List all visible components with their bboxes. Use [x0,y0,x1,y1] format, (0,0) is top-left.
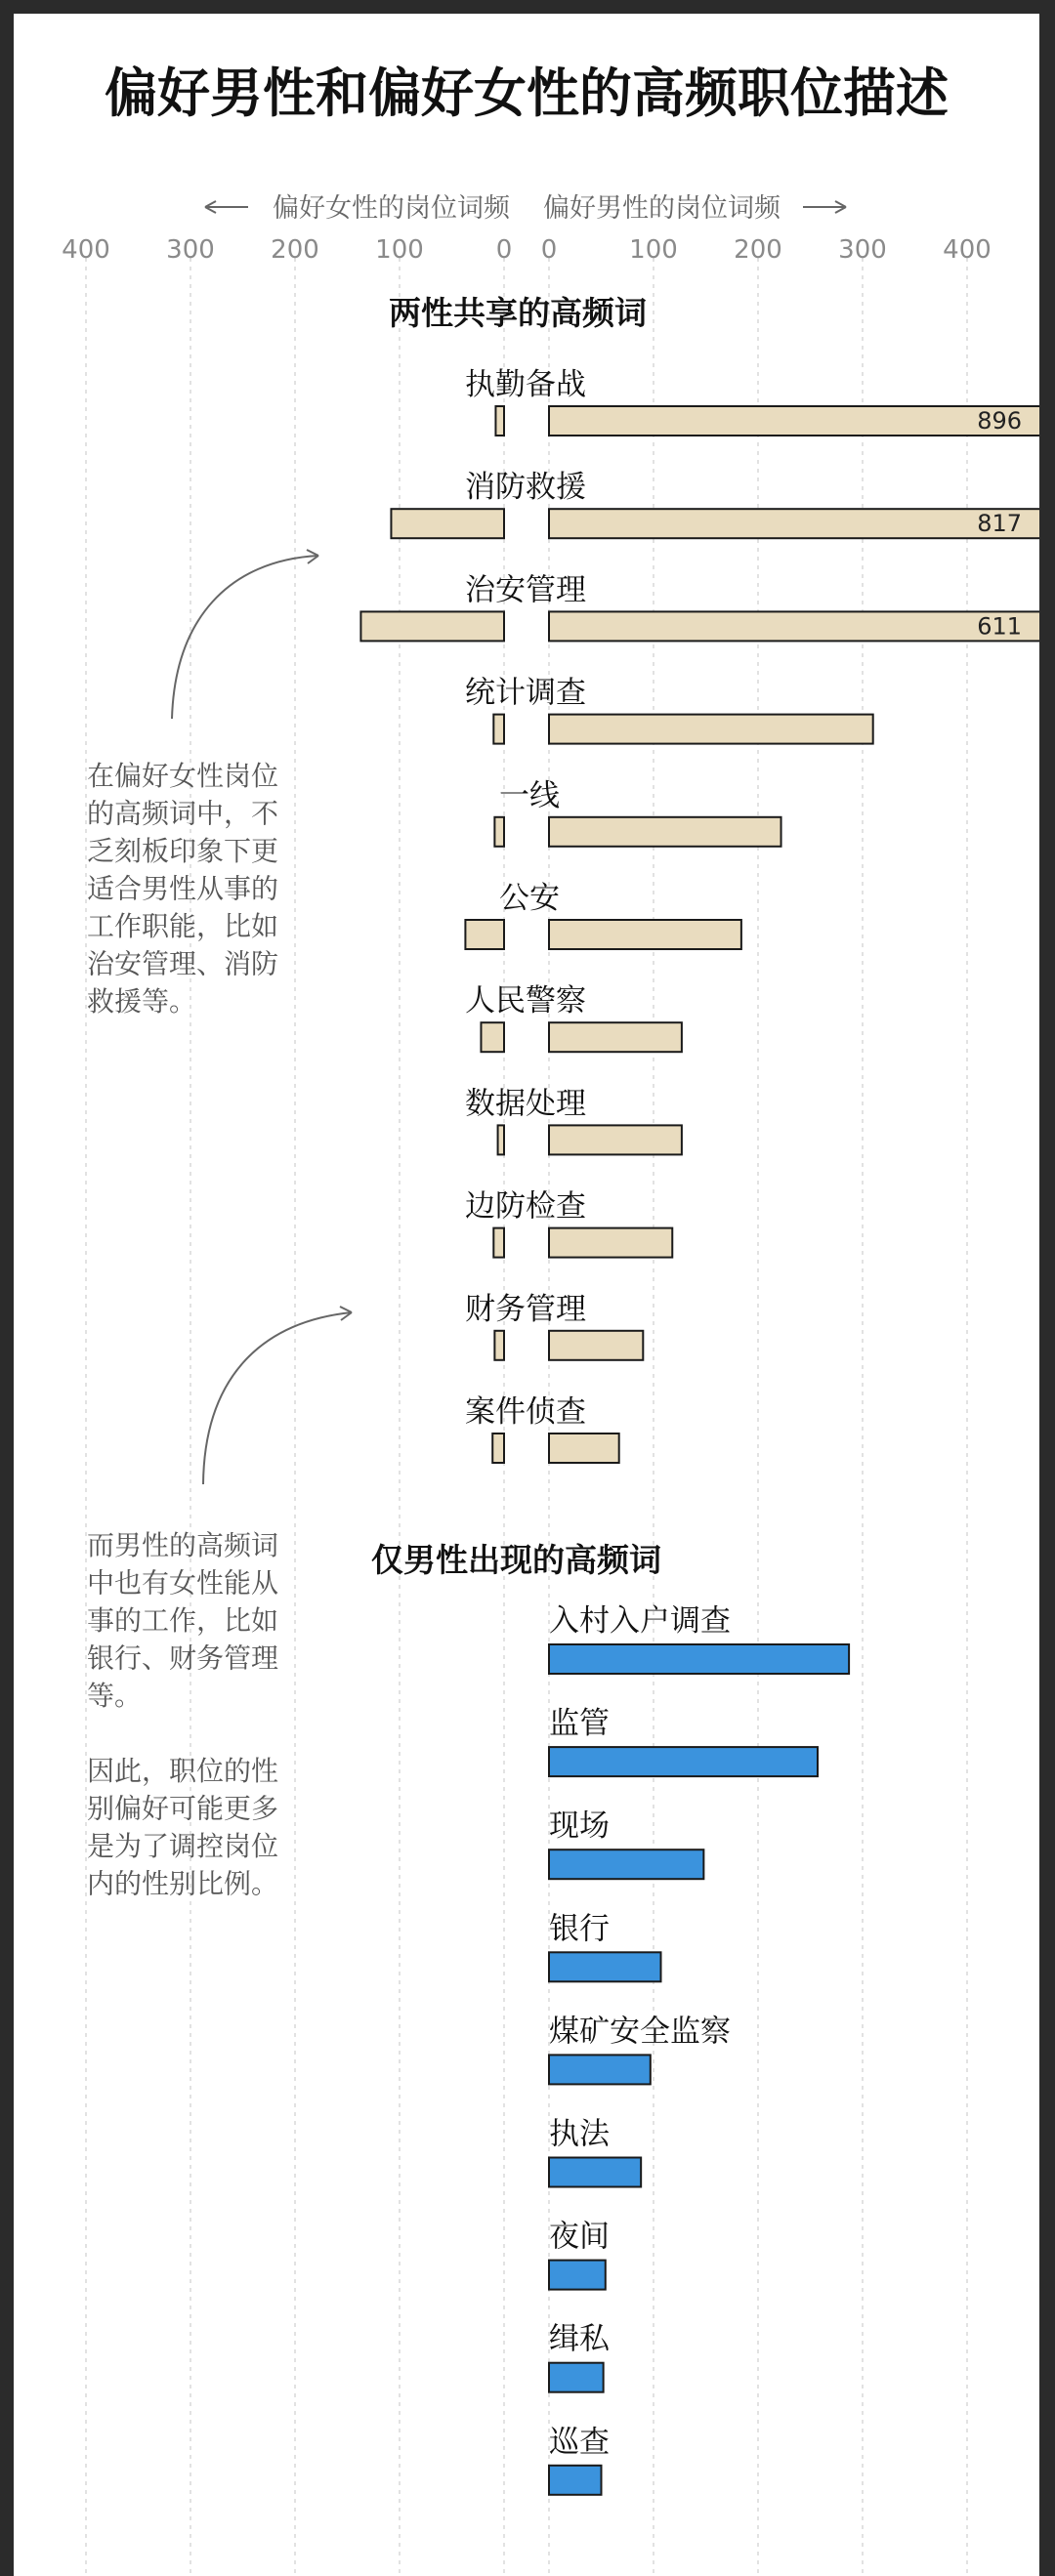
note-2-line: 而男性的高频词 [87,1529,279,1561]
bars-layer [360,294,1039,2495]
male-bar [549,817,781,847]
notes [87,760,278,1900]
male-only-bar [549,2055,651,2084]
note-2-line: 别偏好可能更多 [87,1792,279,1825]
note-2-line: 因此，职位的性 [87,1755,279,1787]
category-label: 执勤备战 [465,367,586,402]
shared-row [465,676,873,744]
male-only-row [549,1808,703,1879]
male-only-bar [549,1747,818,1776]
value-label: 611 [977,612,1022,641]
category-label: 统计调查 [465,675,586,711]
note-2-line: 等。 [87,1680,143,1712]
category-label: 治安管理 [465,572,586,608]
female-bar [498,1125,504,1154]
male-bar [549,920,741,949]
male-axis-label: 偏好男性的岗位词频 [543,193,781,224]
female-bar [494,817,504,847]
tick-label-male-100: 100 [629,235,678,265]
shared-row [465,367,1039,436]
female-bar [492,1433,504,1463]
note-2-line: 是为了调控岗位 [87,1830,279,1862]
male-only-row [549,2220,610,2290]
tick-label-male-200: 200 [734,235,782,265]
female-bar [493,715,504,744]
tick-label-female-300: 300 [166,235,215,265]
note-1-line: 救援等。 [87,985,197,1018]
tick-label-female-0: 0 [495,235,513,265]
shared-row [391,470,1039,538]
note-1-line: 治安管理、消防 [87,947,279,980]
male-only-row [549,2014,731,2084]
category-label: 执法 [549,2116,610,2152]
note-1-line: 乏刻板印象下更 [87,835,279,867]
annotation-arrow-2 [203,1307,352,1484]
male-only-row [549,2322,611,2392]
shared-row [360,572,1039,641]
category-label: 银行 [549,1911,610,1947]
tick-label-male-300: 300 [838,235,887,265]
tick-labels [62,235,992,265]
section-title-male-only: 仅男性出现的高频词 [371,1541,661,1579]
male-bar [549,715,873,744]
category-label: 边防检查 [465,1188,586,1225]
male-bar [549,1433,619,1463]
category-label: 巡查 [549,2424,610,2460]
female-bar [391,509,504,538]
category-label: 消防救援 [465,470,586,506]
male-only-row [549,1706,818,1776]
male-only-bar [549,1644,849,1674]
category-label: 财务管理 [465,1291,586,1327]
note-2-line: 银行、财务管理 [87,1641,279,1675]
tick-label-male-400: 400 [943,235,992,265]
female-bar [465,920,504,949]
value-label: 896 [977,407,1022,435]
shared-row [465,1189,672,1258]
male-bar [549,406,1039,436]
note-1-line: 在偏好女性岗位 [87,760,279,792]
category-label: 人民警察 [465,983,586,1019]
shared-row [465,1086,682,1154]
category-label: 一线 [499,777,560,813]
male-bar [549,1228,672,1258]
shared-row [465,881,740,949]
category-label: 入村入户调查 [549,1603,731,1639]
shared-row [465,983,682,1052]
male-only-bar [549,2261,606,2290]
shared-row [465,1292,643,1360]
chart-svg [14,14,1039,2576]
note-2-line: 事的工作，比如 [87,1604,279,1637]
annotation-arrow-1 [172,550,318,719]
tick-label-female-200: 200 [271,235,319,265]
value-label: 817 [977,510,1022,538]
category-label: 现场 [549,1808,610,1845]
female-bar [360,611,504,641]
male-only-row [549,2425,610,2495]
male-bar [549,1022,682,1052]
female-axis-label: 偏好女性的岗位词频 [273,193,510,224]
note-1-line: 适合男性从事的 [87,872,279,905]
male-only-bar [549,2158,641,2187]
male-bar [549,509,1039,538]
category-label: 数据处理 [465,1086,586,1122]
male-only-bar [549,2363,604,2392]
male-bar [549,611,1039,641]
tick-label-female-100: 100 [375,235,424,265]
direction-header [205,193,846,224]
male-bar [549,1331,643,1360]
note-2-line: 内的性别比例。 [87,1867,279,1900]
male-only-bar [549,1952,660,1981]
female-bar [494,1331,504,1360]
male-bar [549,1125,682,1154]
category-label: 监管 [549,1706,610,1742]
category-label: 夜间 [549,2219,610,2255]
category-label: 公安 [499,881,560,916]
section-title-shared: 两性共享的高频词 [389,294,647,332]
category-label: 煤矿安全监察 [549,2014,731,2050]
shared-row [465,1394,619,1463]
female-bar [495,406,504,436]
female-bar [481,1022,504,1052]
female-bar [493,1228,504,1258]
male-only-bar [549,1849,703,1879]
tick-label-female-400: 400 [62,235,110,265]
note-1-line: 的高频词中，不 [87,797,279,830]
note-2-line: 中也有女性能从 [87,1566,279,1600]
shared-row [494,778,781,847]
male-only-row [549,1603,849,1674]
page-title: 偏好男性和偏好女性的高频职位描述 [105,62,949,124]
male-only-row [549,2117,641,2187]
infographic [14,14,1039,2576]
note-1-line: 工作职能，比如 [87,910,279,942]
tick-label-male-0: 0 [540,235,558,265]
category-label: 缉私 [549,2321,610,2357]
male-only-bar [549,2466,602,2495]
category-label: 案件侦查 [465,1394,586,1430]
male-only-row [549,1911,660,1981]
